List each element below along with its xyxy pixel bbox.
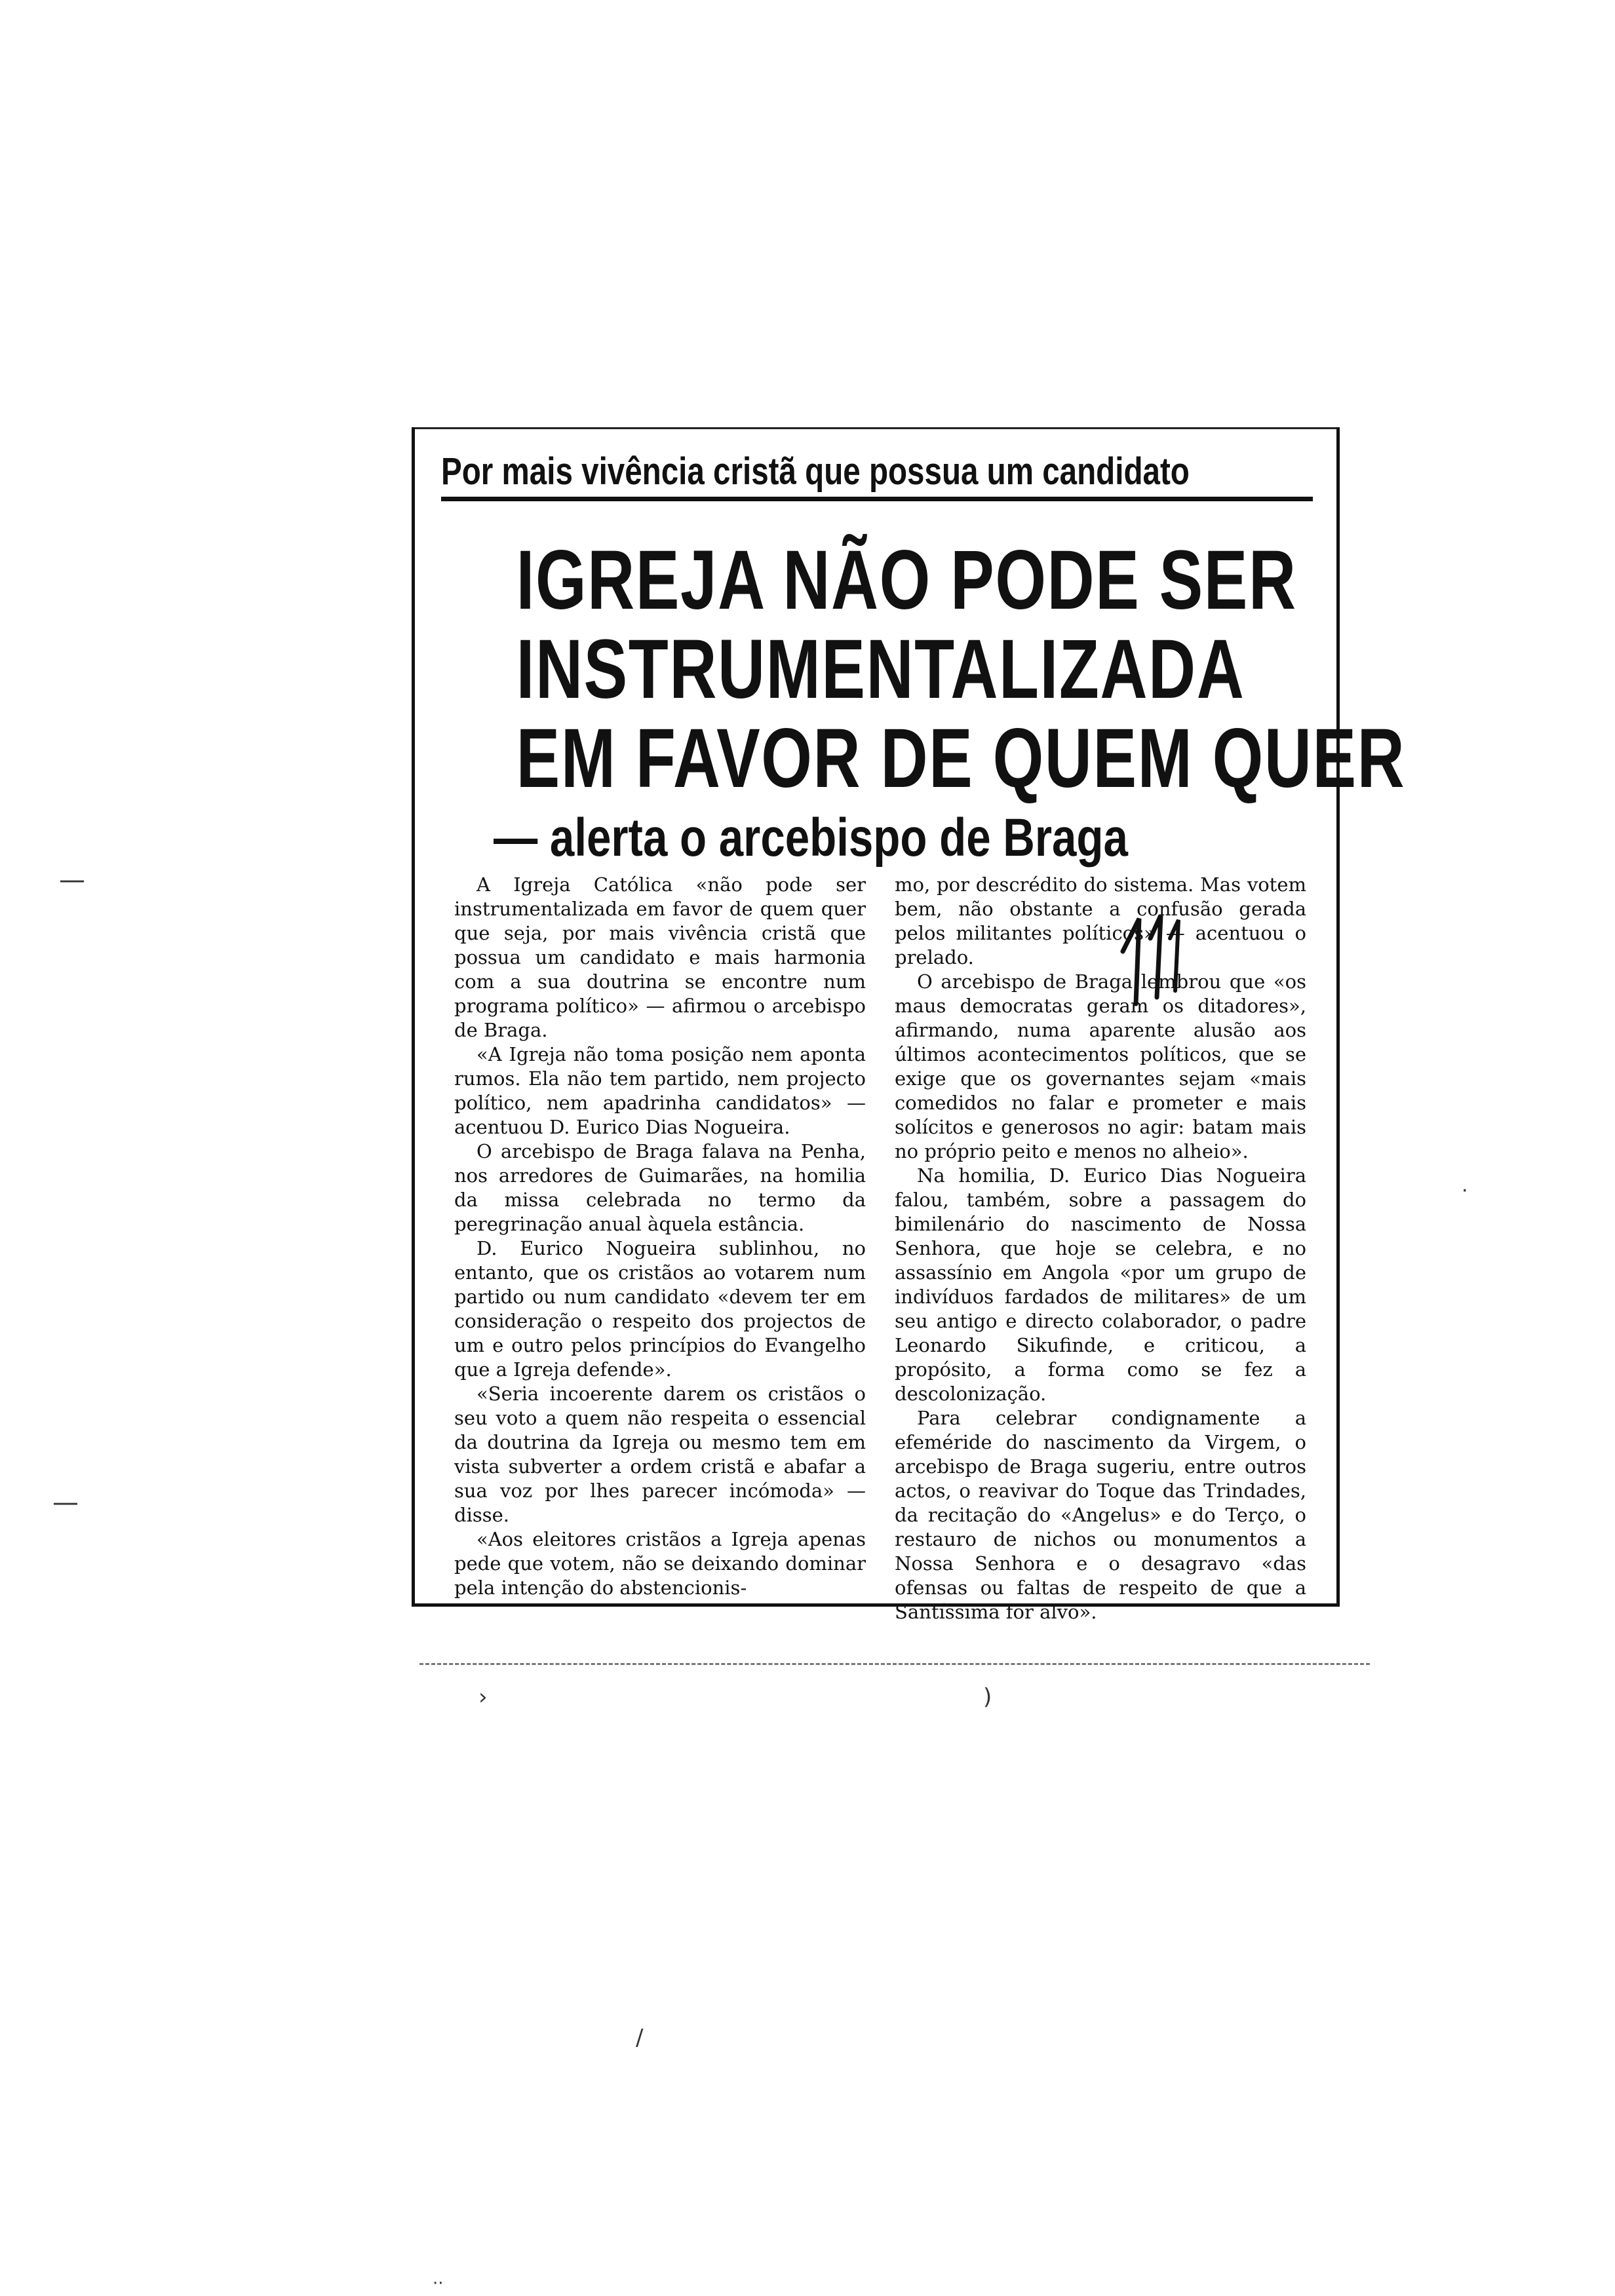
paragraph: O arcebispo de Braga lembrou que «os maus democratas geram os ditadores», afirmando, numa aparente alusão aos últimos acontecimentos políticos, que se exige que os governantes sejam «mais comedidos no falar e prometer e mais solícitos e generosos no agir: batam mais no próprio peito e menos no alheio».: [895, 970, 1306, 1162]
paragraph: «Aos eleitores cristãos a Igreja apenas pede que votem, não se deixando dominar pela intenção do abstencionis-: [454, 1528, 866, 1599]
headline-line-2: INSTRUMENTALIZADA: [516, 622, 1245, 716]
scan-speck: ): [983, 1684, 992, 1710]
paragraph: «Seria incoerente darem os cristãos o seu voto a quem não respeita o essencial da doutrina da Igreja ou mesmo tem em vista subverter a ordem cristã e abafar a sua voz por lhes parecer incómoda» — disse.: [454, 1383, 866, 1526]
paragraph-continuation: mo, por descrédito do sistema. Mas votem bem, não obstante a confusão gerada pelos militantes políticos» — acentuou o prelado.: [895, 873, 1306, 968]
article-body: [454, 873, 1306, 1624]
scan-artifact-line: [419, 1663, 1370, 1669]
scan-speck: /: [636, 2025, 644, 2051]
scan-speck: ›: [478, 1684, 488, 1710]
headline-line-1: IGREJA NÃO PODE SER: [516, 533, 1297, 627]
scan-speck: ·: [1462, 1179, 1468, 1202]
headline-line-3: EM FAVOR DE QUEM QUER: [516, 712, 1406, 805]
scan-speck: ··: [433, 2274, 444, 2293]
paragraph: O arcebispo de Braga falava na Penha, nos arredores de Guimarães, na homilia da missa celebrada no termo da peregrinação anual àquela estância.: [454, 1140, 866, 1235]
top-rule: [415, 427, 1336, 429]
paragraph: A Igreja Católica «não pode ser instrumentalizada em favor de quem quer que seja, por mais vivência cristã que possua um candidato e mais harmonia com a sua doutrina se encontre num programa político» — afirmou o arcebispo de Braga.: [454, 873, 866, 1041]
scan-speck: —: [52, 1487, 79, 1518]
paragraph: D. Eurico Nogueira sublinhou, no entanto, que os cristãos ao votarem num partido ou num candidato «devem ter em consideração o respeito dos projectos de um e outro pelos princípios do Evangelho que a Igreja defende».: [454, 1237, 866, 1381]
headline: [415, 533, 1406, 806]
newspaper-clipping: [412, 427, 1406, 1623]
paragraph: Na homilia, D. Eurico Dias Nogueira falou, também, sobre a passagem do bimilenário do nascimento de Nossa Senhora, que hoje se celebra, e no assassínio em Angola «por um grupo de indivíduos fardados de militares» de um seu antigo e directo colaborador, o padre Leonardo Sikufinde, e criticou, a propósito, a forma como se fez a descolonização.: [895, 1164, 1306, 1405]
kicker: Por mais vivência cristã que possua um candidato: [441, 450, 1190, 493]
scan-speck: —: [59, 865, 85, 895]
article-column-1: [454, 873, 866, 1624]
paragraph: «A Igreja não toma posição nem aponta rumos. Ela não tem partido, nem projecto político, nem apadrinha candidatos» — acentuou D. Eurico Dias Nogueira.: [454, 1043, 866, 1138]
article-column-2: [895, 873, 1306, 1624]
kicker-underline: [441, 497, 1313, 501]
paragraph: Para celebrar condignamente a efeméride do nascimento da Virgem, o arcebispo de Braga sugeriu, entre outros actos, o reavivar do Toque das Trindades, da recitação do «Angelus» e do Terço, o restauro de nichos ou monumentos a Nossa Senhora e o desagravo «das ofensas ou faltas de respeito de que a Santíssima for alvo».: [895, 1407, 1306, 1623]
subhead: — alerta o arcebispo de Braga: [494, 808, 1128, 868]
